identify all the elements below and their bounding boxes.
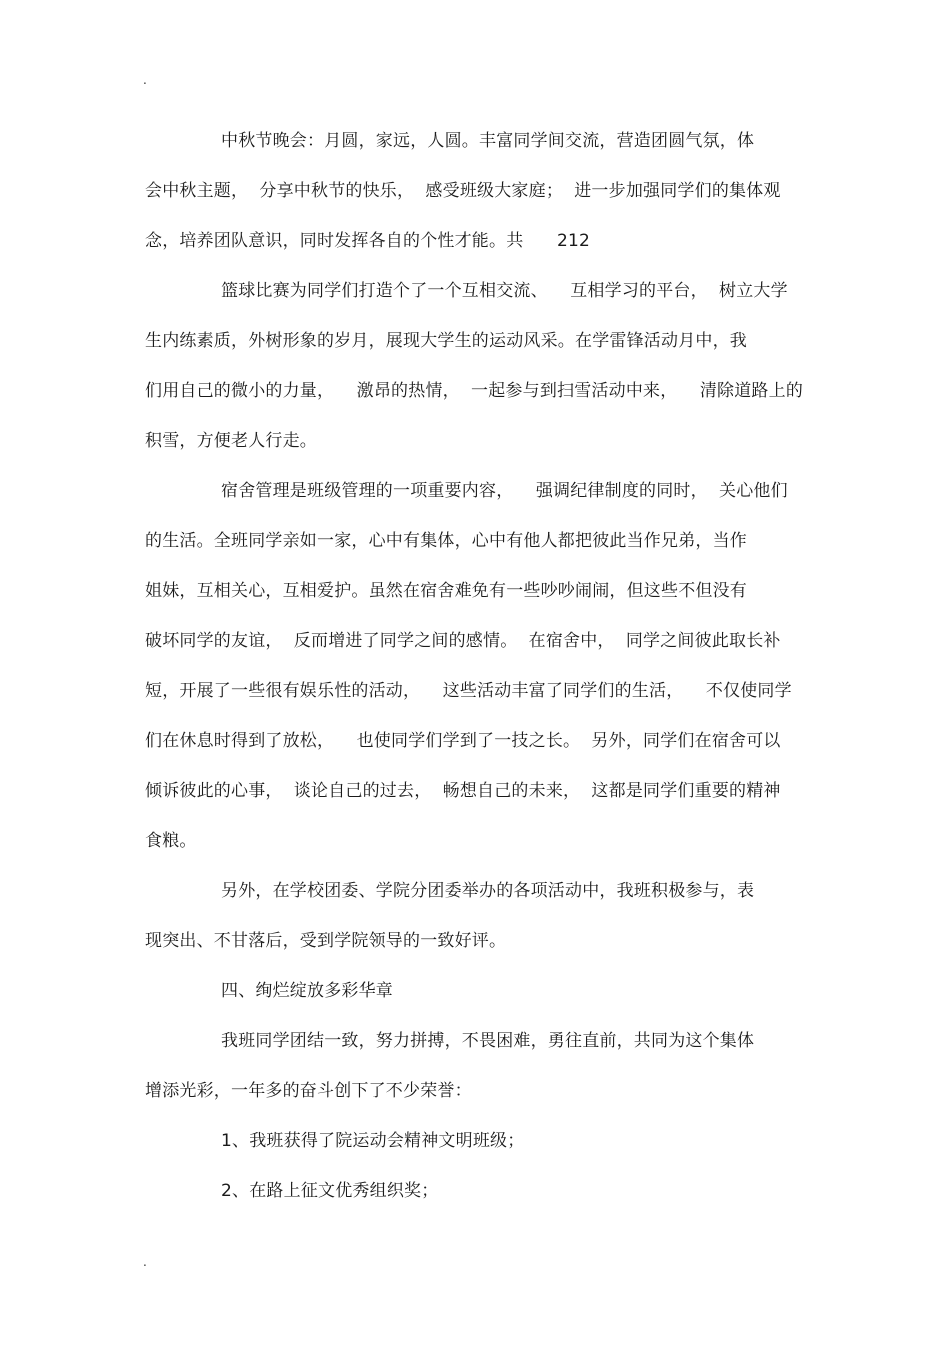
paragraph-line: 姐妹，互相关心，互相爱护。虽然在宿舍难免有一些吵吵闹闹，但这些不但没有 [145, 581, 747, 601]
bottom-page-marker: . [143, 1255, 147, 1269]
paragraph-line: 我班同学团结一致，努力拼搏，不畏困难，勇往直前，共同为这个集体 [221, 1031, 755, 1051]
paragraph-line: 会中秋主题， 分享中秋节的快乐， 感受班级大家庭； 进一步加强同学们的集体观 [145, 181, 781, 201]
paragraph-line: 们用自己的微小的力量， 激昂的热情， 一起参与到扫雪活动中来， 清除道路上的 [145, 381, 804, 401]
paragraph-line: 积雪，方便老人行走。 [145, 431, 317, 451]
paragraph-line: 中秋节晚会：月圆，家远，人圆。丰富同学间交流，营造团圆气氛，体 [221, 131, 755, 151]
paragraph-line: 们在休息时得到了放松， 也使同学们学到了一技之长。 另外，同学们在宿舍可以 [145, 731, 781, 751]
paragraph-line: 现突出、不甘落后，受到学院领导的一致好评。 [145, 931, 507, 951]
paragraph-line: 短，开展了一些很有娱乐性的活动， 这些活动丰富了同学们的生活， 不仅使同学 [145, 681, 792, 701]
list-item: 2、在路上征文优秀组织奖； [221, 1181, 439, 1201]
section-heading: 四、绚烂绽放多彩华章 [221, 981, 393, 1001]
list-item: 1、我班获得了院运动会精神文明班级； [221, 1131, 525, 1151]
paragraph-line: 破坏同学的友谊， 反而增进了同学之间的感情。 在宿舍中， 同学之间彼此取长补 [145, 631, 781, 651]
paragraph-line: 的生活。全班同学亲如一家，心中有集体，心中有他人都把彼此当作兄弟，当作 [145, 531, 747, 551]
paragraph-line: 倾诉彼此的心事， 谈论自己的过去， 畅想自己的未来， 这都是同学们重要的精神 [145, 781, 781, 801]
paragraph-line: 生内练素质，外树形象的岁月，展现大学生的运动风采。在学雷锋活动月中，我 [145, 331, 747, 351]
top-page-marker: . [143, 73, 147, 87]
paragraph-line: 念，培养团队意识，同时发挥各自的个性才能。共 212 [145, 231, 591, 251]
paragraph-line: 篮球比赛为同学们打造个了一个互相交流、 互相学习的平台， 树立大学 [221, 281, 788, 301]
paragraph-line: 宿舍管理是班级管理的一项重要内容， 强调纪律制度的同时， 关心他们 [221, 481, 788, 501]
paragraph-line: 增添光彩，一年多的奋斗创下了不少荣誉： [145, 1081, 472, 1101]
paragraph-line: 食粮。 [145, 831, 197, 851]
paragraph-line: 另外，在学校团委、学院分团委举办的各项活动中，我班积极参与，表 [221, 881, 755, 901]
